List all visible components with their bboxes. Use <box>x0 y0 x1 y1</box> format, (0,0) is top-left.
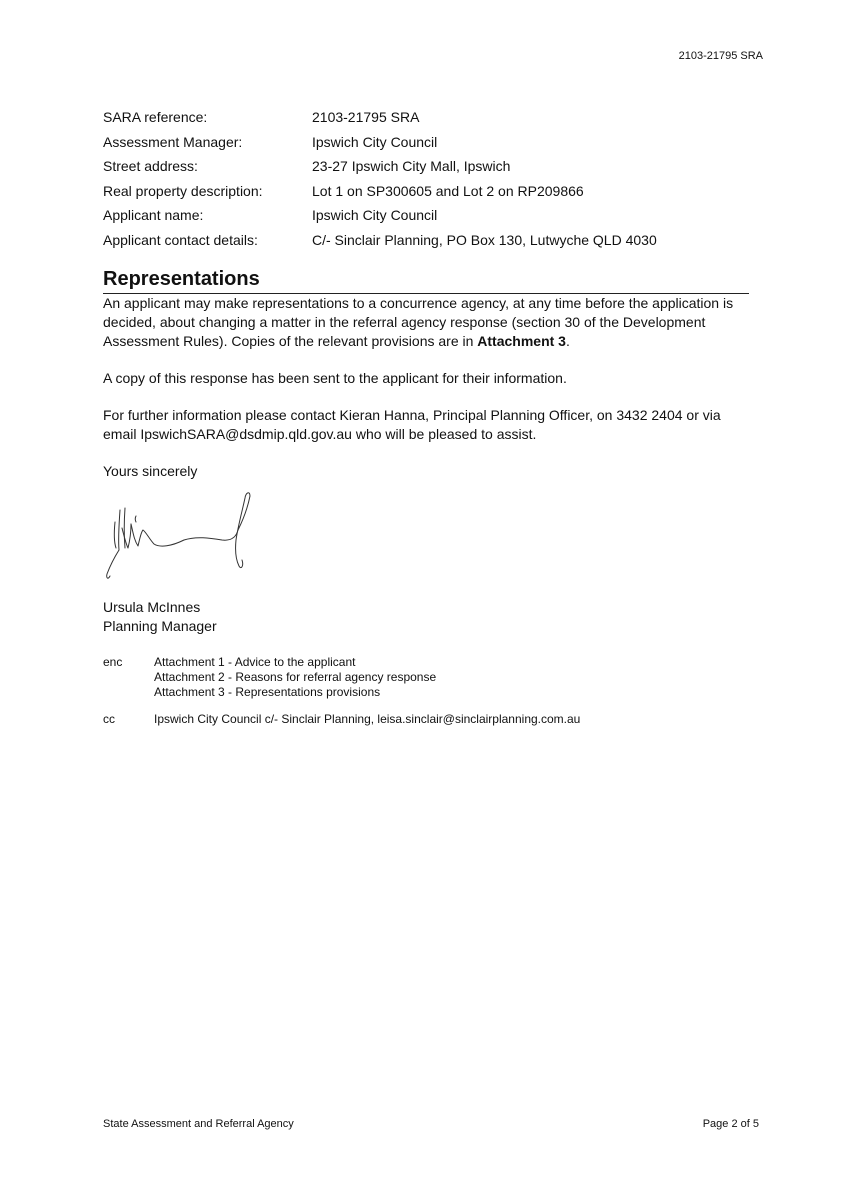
detail-label: Applicant name: <box>103 207 204 224</box>
paragraph-text: An applicant may make representations to a concurrence agency, at any time before the application is decided, about changing a matter in the referral agency response (section 30 of the Development Assessment Rules). Copies of the relevant provisions are in <box>103 295 734 349</box>
signer-name: Ursula McInnes <box>103 599 201 615</box>
details-row <box>103 154 763 179</box>
signature-image <box>98 488 268 584</box>
detail-value: 2103-21795 SRA <box>312 109 420 126</box>
detail-label: SARA reference: <box>103 109 208 126</box>
paragraph-end: . <box>565 333 570 349</box>
detail-value: 23-27 Ipswich City Mall, Ipswich <box>312 158 511 175</box>
detail-value: C/- Sinclair Planning, PO Box 130, Lutwyche QLD 4030 <box>312 231 657 248</box>
signer-title: Planning Manager <box>103 618 217 634</box>
enclosures-tag: enc <box>103 655 123 669</box>
details-row <box>103 105 763 130</box>
enclosures-list <box>154 655 436 700</box>
footer-page-number: Page 2 of 5 <box>702 1118 759 1130</box>
signoff: Yours sincerely <box>103 463 198 479</box>
cc-tag: cc <box>103 712 115 726</box>
details-row <box>103 203 763 228</box>
details-row <box>103 130 763 155</box>
details-table <box>103 105 763 252</box>
detail-value: Lot 1 on SP300605 and Lot 2 on RP209866 <box>312 182 584 199</box>
enclosure-item: Attachment 2 - Reasons for referral agency response <box>154 670 437 684</box>
details-row <box>103 228 763 253</box>
attachment-reference: Attachment 3 <box>477 333 566 349</box>
detail-label: Assessment Manager: <box>103 133 243 150</box>
details-row <box>103 179 763 204</box>
detail-value: Ipswich City Council <box>312 207 438 224</box>
detail-label: Applicant contact details: <box>103 231 258 248</box>
detail-label: Real property description: <box>103 182 263 199</box>
cc-recipient: Ipswich City Council c/- Sinclair Planning, leisa.sinclair@sinclairplanning.com.au <box>154 712 581 726</box>
enclosure-item: Attachment 3 - Representations provisions <box>154 685 381 699</box>
header-reference: 2103-21795 SRA <box>678 50 763 62</box>
footer-agency: State Assessment and Referral Agency <box>103 1118 294 1130</box>
enclosure-item: Attachment 1 - Advice to the applicant <box>154 655 356 669</box>
contact-paragraph: For further information please contact Kieran Hanna, Principal Planning Officer, on 3432 2404 or via email IpswichSARA@dsdmip.qld.gov.au who will be pleased to assist. <box>103 407 721 442</box>
cc-block <box>103 712 580 727</box>
detail-value: Ipswich City Council <box>312 133 438 150</box>
representations-paragraph <box>103 294 749 351</box>
detail-label: Street address: <box>103 158 198 175</box>
section-heading: Representations <box>103 266 749 294</box>
copy-sent-paragraph: A copy of this response has been sent to the applicant for their information. <box>103 370 567 386</box>
signer-block <box>103 598 217 636</box>
representations-section <box>103 266 749 481</box>
